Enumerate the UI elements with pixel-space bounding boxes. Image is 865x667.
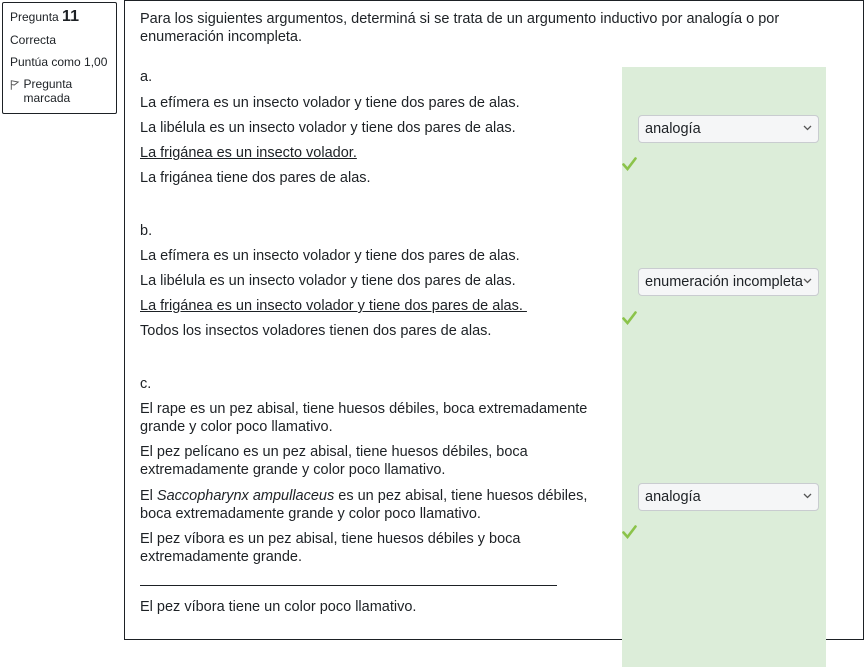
part-c-premise-3-rest: es un pez abisal, tiene huesos débiles, boca extremadamente grande y color poco llamativo. [140,488,588,522]
species-name: Saccopharynx ampullaceus [156,488,335,504]
chevron-down-icon [803,125,812,131]
flag-icon [10,79,20,91]
chevron-down-icon [803,493,812,499]
part-a-conclusion: La frigánea tiene dos pares de alas. [140,170,371,186]
part-b-premise-1: La efímera es un insecto volador y tiene dos pares de alas. [140,248,520,264]
check-icon [622,525,637,539]
question-label: Pregunta [10,10,59,24]
chevron-down-icon [803,278,812,284]
part-b-conclusion: Todos los insectos voladores tienen dos pares de alas. [140,323,492,339]
question-info-panel [2,2,117,114]
part-a-premise-2: La libélula es un insecto volador y tiene dos pares de alas. [140,120,516,136]
part-c-conclusion: El pez víbora tiene un color poco llamativo. [140,599,417,615]
part-c-label: c. [140,376,152,392]
part-c-premise-2: El pez pelícano es un pez abisal, tiene huesos débiles, boca extremadamente grande y color poco llamativo. [140,444,528,478]
part-a-answer-value: analogía [645,121,701,137]
part-b-premise-3 [140,297,527,315]
part-a-premise-3-text: La frigánea es un insecto volador. [140,145,357,161]
part-c-premise-3 [140,487,618,523]
flag-question-toggle[interactable] [10,78,109,106]
part-a-premise-1: La efímera es un insecto volador y tiene dos pares de alas. [140,95,520,111]
part-b-label: b. [140,223,153,239]
part-c-premise-1: El rape es un pez abisal, tiene huesos débiles, boca extremadamente grande y color poco llamativo. [140,401,588,435]
part-b-premise-3-text: La frigánea es un insecto volador y tiene dos pares de alas. [140,298,527,314]
part-a-answer-select[interactable] [638,115,819,143]
question-text: Para los siguientes argumentos, determiná si se trata de un argumento inductivo por analogía o por enumeración incompleta. [140,11,780,45]
part-a-label: a. [140,69,153,85]
check-icon [622,311,637,325]
answers-correct-column [622,67,826,667]
conclusion-separator [140,585,557,586]
question-content [124,0,864,640]
question-number-value: 11 [62,8,79,25]
part-b-answer-select[interactable] [638,268,819,296]
check-icon [622,157,637,171]
part-c-answer-select[interactable] [638,483,819,511]
part-a-premise-3 [140,144,357,162]
question-status: Correcta [10,33,57,48]
part-b-answer-value: enumeración incompleta [645,274,803,290]
question-score: Puntúa como 1,00 [10,55,108,70]
flag-label: Pregunta marcada [23,76,73,105]
part-b-premise-2: La libélula es un insecto volador y tiene dos pares de alas. [140,273,516,289]
part-c-premise-3-prefix: El [140,488,157,504]
part-c-answer-value: analogía [645,489,701,505]
part-c-premise-4: El pez víbora es un pez abisal, tiene huesos débiles y boca extremadamente grande. [140,531,521,565]
question-number [10,8,109,26]
